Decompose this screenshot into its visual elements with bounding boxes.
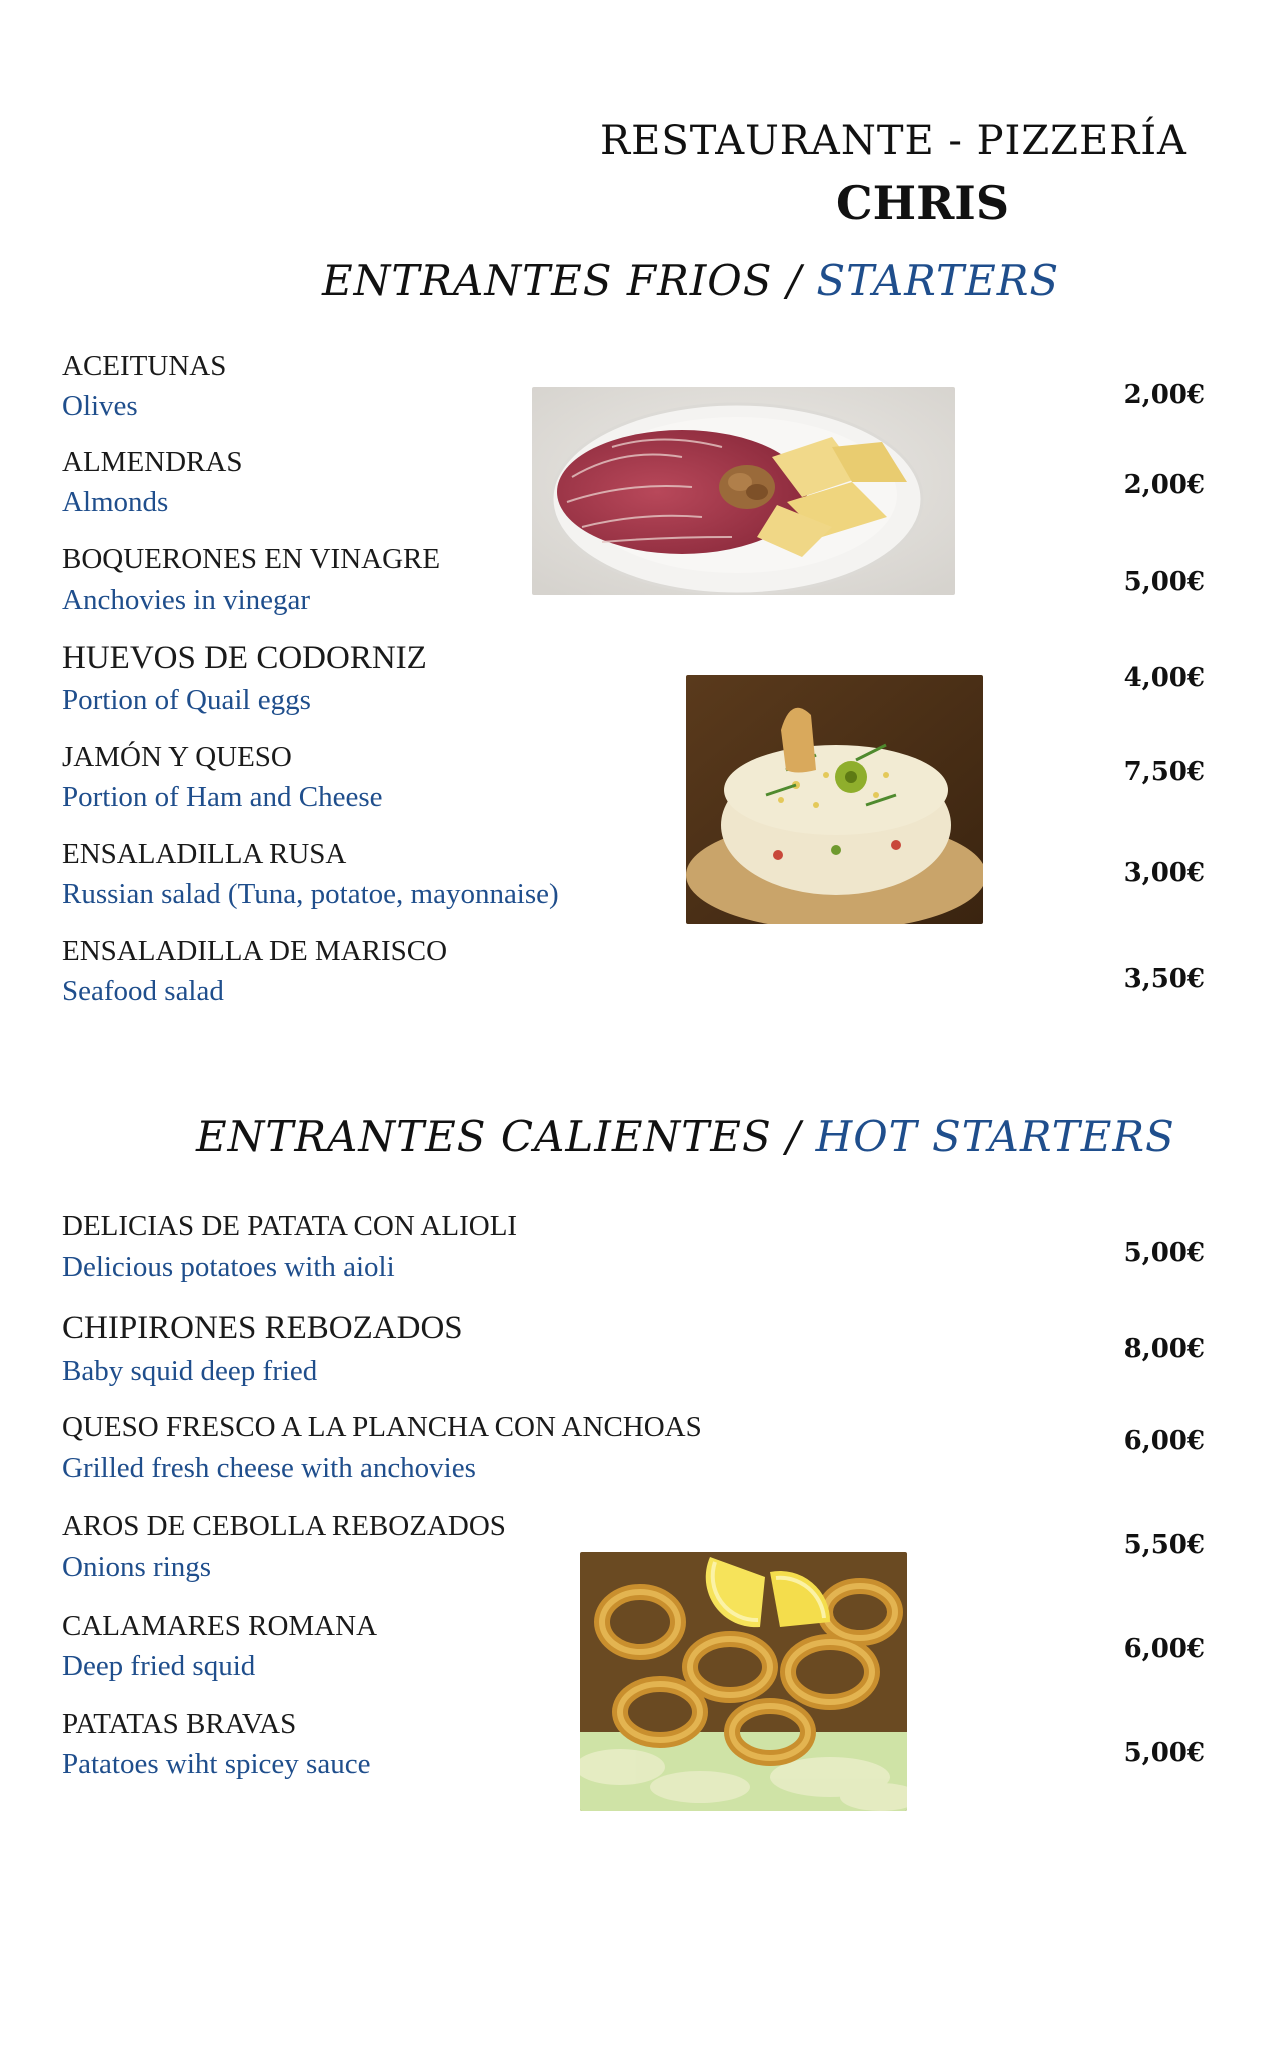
menu-item-price: 8,00€	[1123, 1334, 1205, 1364]
menu-item-translation: Seafood salad	[62, 975, 224, 1007]
menu-item-price: 6,00€	[1123, 1426, 1205, 1456]
menu-item-name: BOQUERONES EN VINAGRE	[62, 543, 441, 575]
restaurant-type: RESTAURANTE - PIZZERÍA	[600, 118, 1187, 164]
section-title-separator: /	[771, 1112, 816, 1161]
section-title-hot	[196, 1112, 1175, 1161]
menu-item-translation: Portion of Quail eggs	[62, 684, 311, 716]
section-title-cold-en: STARTERS	[816, 256, 1060, 305]
section-title-hot-en: HOT STARTERS	[815, 1112, 1175, 1161]
menu-item-price: 2,00€	[1123, 470, 1205, 500]
russian-salad-photo	[686, 675, 983, 924]
menu-item-price: 5,00€	[1123, 1738, 1205, 1768]
section-title-hot-es: ENTRANTES CALIENTES	[196, 1112, 772, 1161]
menu-item-name: ACEITUNAS	[62, 350, 227, 382]
menu-item-name: CALAMARES ROMANA	[62, 1610, 378, 1642]
menu-item-name: ENSALADILLA DE MARISCO	[62, 935, 448, 967]
menu-item-translation: Almonds	[62, 486, 169, 518]
menu-item-price: 3,50€	[1123, 964, 1205, 994]
menu-item-translation: Portion of Ham and Cheese	[62, 781, 383, 813]
ham-cheese-photo	[532, 387, 955, 595]
menu-item-name: CHIPIRONES REBOZADOS	[62, 1310, 463, 1346]
menu-item-translation: Olives	[62, 390, 138, 422]
restaurant-name: CHRIS	[836, 176, 1010, 230]
menu-item-price: 3,00€	[1123, 858, 1205, 888]
menu-item-translation: Deep fried squid	[62, 1650, 256, 1682]
menu-item-price: 5,00€	[1123, 567, 1205, 597]
menu-item-name: AROS DE CEBOLLA REBOZADOS	[62, 1510, 506, 1542]
section-title-cold	[322, 256, 1059, 305]
menu-item-translation: Delicious potatoes with aioli	[62, 1251, 395, 1283]
menu-item-price: 5,50€	[1123, 1530, 1205, 1560]
menu-item-name: ENSALADILLA RUSA	[62, 838, 347, 870]
menu-item-translation: Patatoes wiht spicey sauce	[62, 1748, 371, 1780]
menu-item-name: JAMÓN Y QUESO	[62, 741, 292, 773]
menu-item-price: 5,00€	[1123, 1238, 1205, 1268]
menu-item-price: 2,00€	[1123, 380, 1205, 410]
section-title-separator: /	[772, 256, 817, 305]
menu-item-price: 4,00€	[1123, 663, 1205, 693]
menu-item-name: QUESO FRESCO A LA PLANCHA CON ANCHOAS	[62, 1411, 702, 1443]
menu-item-price: 6,00€	[1123, 1634, 1205, 1664]
menu-item-name: DELICIAS DE PATATA CON ALIOLI	[62, 1210, 518, 1242]
menu-item-price: 7,50€	[1123, 757, 1205, 787]
fried-squid-photo	[580, 1552, 907, 1811]
menu-item-translation: Onions rings	[62, 1551, 212, 1583]
menu-item-translation: Russian salad (Tuna, potatoe, mayonnaise)	[62, 878, 559, 910]
menu-item-name: HUEVOS DE CODORNIZ	[62, 640, 427, 676]
menu-item-translation: Baby squid deep fried	[62, 1355, 318, 1387]
menu-item-name: ALMENDRAS	[62, 446, 243, 478]
menu-item-name: PATATAS BRAVAS	[62, 1708, 297, 1740]
menu-item-translation: Anchovies in vinegar	[62, 584, 311, 616]
menu-item-translation: Grilled fresh cheese with anchovies	[62, 1452, 476, 1484]
section-title-cold-es: ENTRANTES FRIOS	[322, 256, 773, 305]
